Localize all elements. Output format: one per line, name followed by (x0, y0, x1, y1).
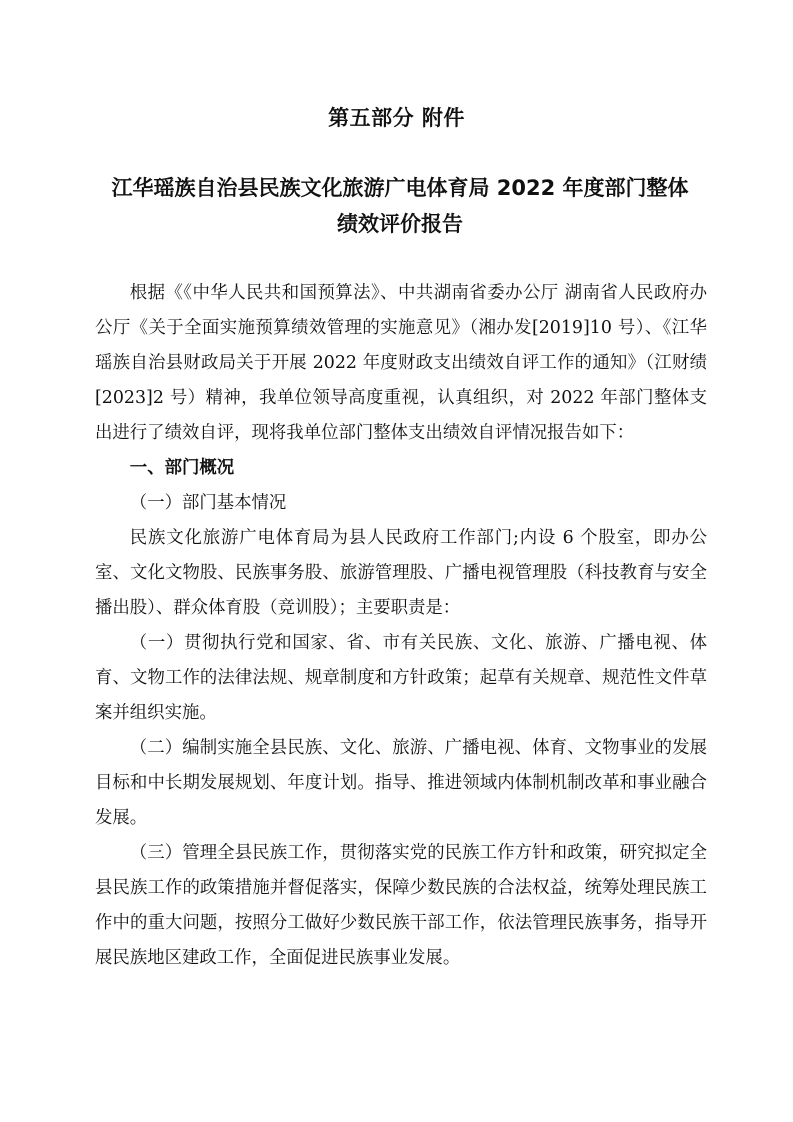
report-title-line-1: 江华瑶族自治县民族文化旅游广电体育局 2022 年度部门整体 (111, 176, 689, 200)
paragraph-duty-3: （三）管理全县民族工作，贯彻落实党的民族工作方针和政策，研究拟定全县民族工作的政策措施并督促落实，保障少数民族的合法权益，统筹处理民族工作中的重大问题，按照分工做好少数民族干部工作，依法管理民族事务，指导开展民族地区建政工作，全面促进民族事业发展。 (95, 843, 707, 968)
paragraph-duty-2: （二）编制实施全县民族、文化、旅游、广播电视、体育、文物事业的发展目标和中长期发展规划、年度计划。指导、推进领域内体制机制改革和事业融合发展。 (95, 738, 707, 828)
report-title (100, 170, 700, 242)
paragraph-department-description: 民族文化旅游广电体育局为县人民政府工作部门;内设 6 个股室，即办公室、文化文物股、民族事务股、旅游管理股、广播电视管理股（科技教育与安全播出股）、群众体育股（竞训股）；主要职责是： (95, 528, 707, 618)
section-heading-department-overview: 一、部门概况 (129, 458, 235, 478)
paragraph-intro: 根据《《中华人民共和国预算法》、中共湖南省委办公厅 湖南省人民政府办公厅《关于全面实施预算绩效管理的实施意见》（湘办发[2019]10 号）、《江华瑶族自治县财政局关于开展 2022 年度财政支出绩效自评工作的通知》（江财绩[2023]2 号）精神，我单位领导高度重视，认真组织，对 2022 年部门整体支出进行了绩效自评，现将我单位部门整体支出绩效自评情况报告如下： (95, 283, 707, 443)
report-title-line-2: 绩效评价报告 (337, 212, 463, 236)
part-title: 第五部分 附件 (328, 106, 465, 130)
paragraph-duty-1: （一）贯彻执行党和国家、省、市有关民族、文化、旅游、广播电视、体育、文物工作的法律法规、规章制度和方针政策；起草有关规章、规范性文件草案并组织实施。 (95, 633, 707, 723)
report-body (95, 276, 707, 976)
subsection-heading-basic-info: （一）部门基本情况 (129, 493, 287, 513)
